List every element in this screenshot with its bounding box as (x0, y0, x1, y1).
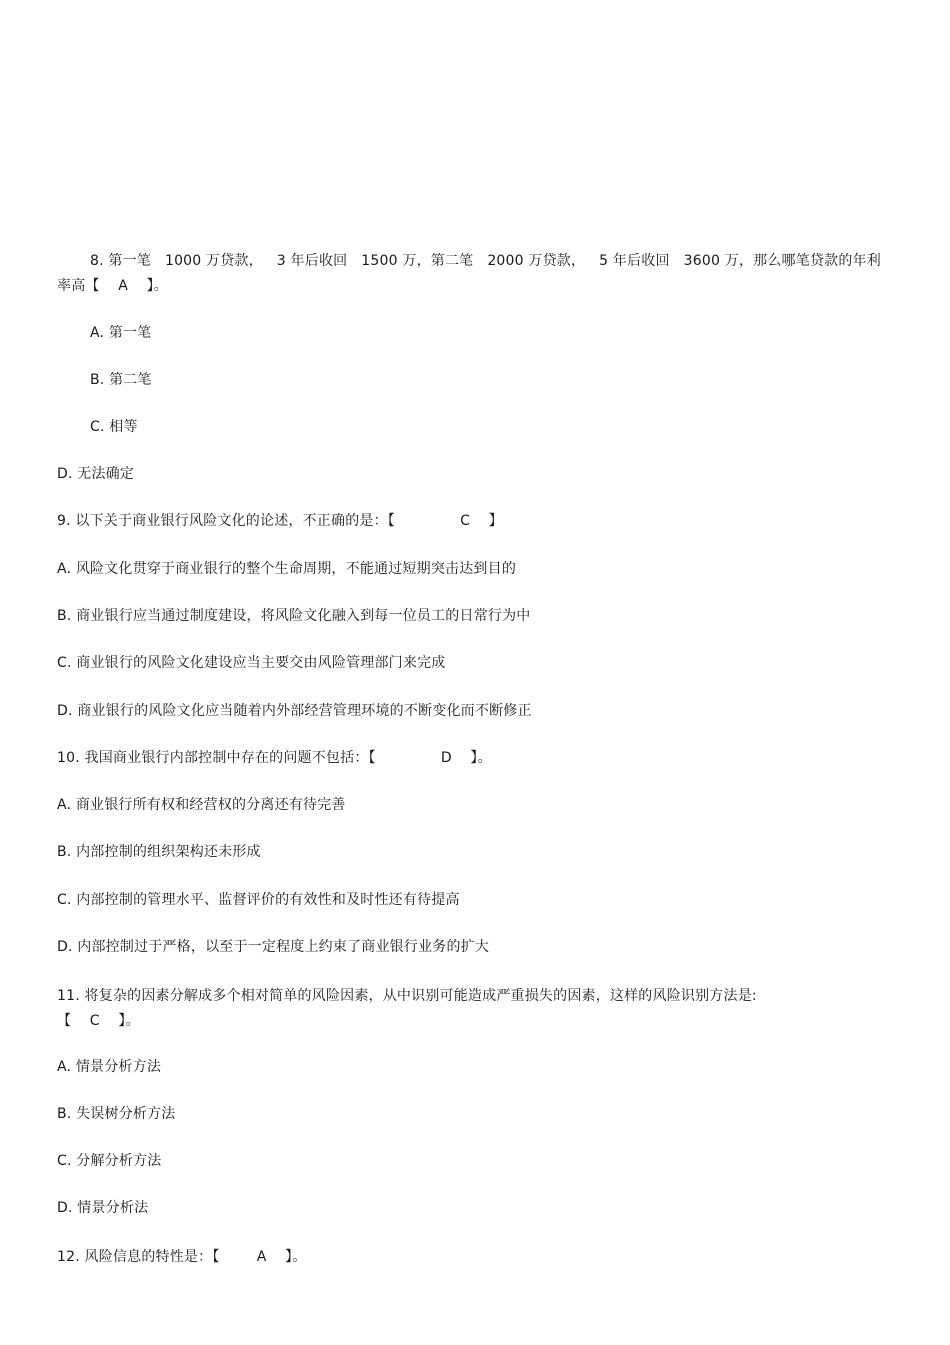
question-8-stem-line1: 8. 第一笔 1000 万贷款， 3 年后收回 1500 万，第二笔 2000 万贷款， 5 年后收回 3600 万，那么哪笔贷款的年利 (90, 253, 881, 269)
question-9-option-b: B. 商业银行应当通过制度建设，将风险文化融入到每一位员工的日常行为中 (57, 608, 531, 624)
question-10-stem: 10. 我国商业银行内部控制中存在的问题不包括：【 D 】。 (57, 750, 492, 766)
question-9-stem: 9. 以下关于商业银行风险文化的论述，不正确的是：【 C 】 (57, 513, 503, 529)
question-11-option-c: C. 分解分析方法 (57, 1153, 162, 1169)
question-9-option-c: C. 商业银行的风险文化建设应当主要交由风险管理部门来完成 (57, 655, 446, 671)
question-11-option-b: B. 失误树分析方法 (57, 1106, 176, 1122)
question-9-option-d: D. 商业银行的风险文化应当随着内外部经营管理环境的不断变化而不断修正 (57, 703, 532, 719)
question-10-option-d: D. 内部控制过于严格，以至于一定程度上约束了商业银行业务的扩大 (57, 939, 490, 955)
question-8-option-d: D. 无法确定 (57, 466, 135, 482)
question-10-option-a: A. 商业银行所有权和经营权的分离还有待完善 (57, 797, 346, 813)
question-11-stem-line2: 【 C 】。 (57, 1013, 140, 1029)
question-8-option-a: A. 第一笔 (90, 325, 152, 341)
question-11-option-a: A. 情景分析方法 (57, 1059, 162, 1075)
question-12-stem: 12. 风险信息的特性是：【 A 】。 (57, 1249, 307, 1265)
question-11-option-d: D. 情景分析法 (57, 1200, 149, 1216)
question-11-stem-line1: 11. 将复杂的因素分解成多个相对简单的风险因素，从中识别可能造成严重损失的因素，这样的风险识别方法是: (57, 988, 757, 1004)
question-10-option-c: C. 内部控制的管理水平、监督评价的有效性和及时性还有待提高 (57, 892, 460, 908)
question-8-stem-line2: 率高【 A 】。 (57, 278, 168, 294)
question-8-option-b: B. 第二笔 (90, 372, 152, 388)
question-10-option-b: B. 内部控制的组织架构还未形成 (57, 844, 261, 860)
question-9-option-a: A. 风险文化贯穿于商业银行的整个生命周期，不能通过短期突击达到目的 (57, 561, 517, 577)
question-8-option-c: C. 相等 (90, 419, 138, 435)
